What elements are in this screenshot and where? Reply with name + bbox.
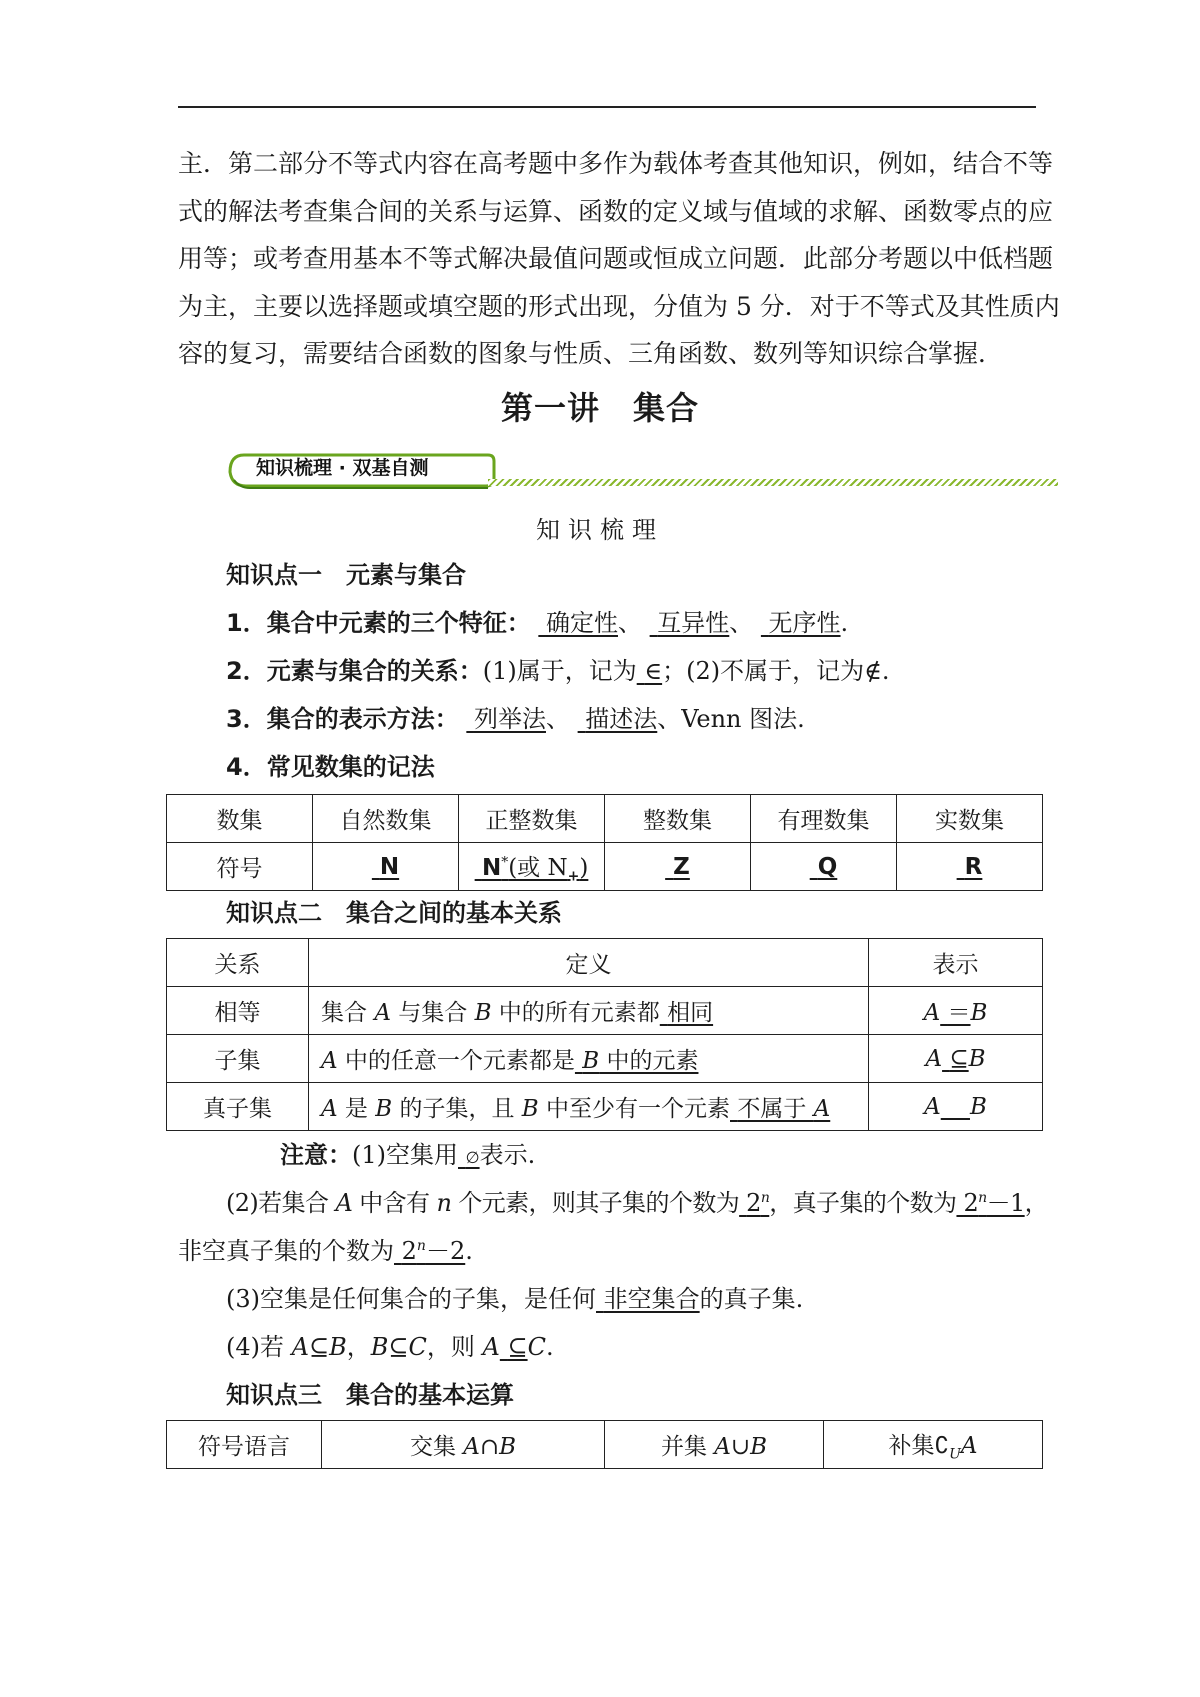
note-3: (3)空集是任何集合的子集，是任何 非空集合的真子集. <box>226 1285 804 1313</box>
intro-line: 主．第二部分不等式内容在高考题中多作为载体考查其他知识，例如，结合不等 <box>178 149 1054 178</box>
intro-line: 为主，主要以选择题或填空题的形式出现，分值为 5 分．对于不等式及其性质内 <box>178 291 1060 321</box>
table-row <box>167 795 1043 843</box>
note-1: 注意：(1)空集用 ∅表示. <box>280 1141 536 1169</box>
table-cell: 符号 <box>167 843 313 891</box>
item-3: 3．集合的表示方法： 列举法、 描述法、Venn 图法. <box>226 705 805 733</box>
table-header: 数集 <box>167 795 313 843</box>
table-cell: 真子集 <box>167 1083 309 1131</box>
table-row <box>167 1421 1043 1469</box>
answer-determinacy: 确定性 <box>545 609 618 637</box>
table-row <box>167 1035 1043 1083</box>
section-banner-label: 知识梳理 · 双基自测 <box>256 457 429 479</box>
lecture-title: 第一讲 集合 <box>500 389 699 427</box>
table-cell: 子集 <box>167 1035 309 1083</box>
number-set-table <box>166 794 1043 891</box>
symbol-real: R <box>964 853 983 880</box>
answer-nonempty-proper-subset-count: $2^n-2$ <box>401 1237 466 1265</box>
table-header: 自然数集 <box>313 795 459 843</box>
answer-description: 描述法 <box>585 705 658 733</box>
set-relation-table <box>166 938 1043 1131</box>
subtitle: 知识梳理 <box>536 516 664 544</box>
answer-empty-set-symbol: ∅ <box>465 1148 480 1167</box>
item-2-prefix: 2．元素与集合的关系： <box>226 657 483 685</box>
table-header: 交集 A∩B <box>322 1421 605 1469</box>
section-heading-2: 知识点二 集合之间的基本关系 <box>226 899 562 927</box>
table-header: 表示 <box>869 939 1043 987</box>
answer-element-of-b: B 中的元素 <box>582 1048 699 1074</box>
answer-unordered: 无序性 <box>768 609 841 637</box>
answer-distinctness: 互异性 <box>657 609 730 637</box>
intro-line: 用等；或考查用基本不等式解决最值问题或恒成立问题．此部分考题以中低档题 <box>178 244 1054 273</box>
table-cell <box>313 843 459 891</box>
table-header: 符号语言 <box>167 1421 322 1469</box>
table-cell: A 中的任意一个元素都是 B 中的元素 <box>309 1035 869 1083</box>
answer-not-in-a: 不属于 A <box>737 1096 831 1122</box>
banner-stripe <box>488 479 1058 486</box>
table-cell: A ＝B <box>869 987 1043 1035</box>
table-row <box>167 1083 1043 1131</box>
answer-in-symbol: ∈ <box>644 657 663 685</box>
table-header: 实数集 <box>897 795 1043 843</box>
symbol-integer: Z <box>673 853 690 880</box>
note-2: (2)若集合 A 中含有 n 个元素，则其子集的个数为 2$^n$，真子集的个数为 $2^n-1$， <box>226 1189 1049 1217</box>
answer-proper-subset-count: $2^n-1$ <box>963 1189 1025 1217</box>
answer-subset-count: 2$^n$ <box>746 1189 770 1217</box>
note-2-continued: 非空真子集的个数为 $2^n-2$. <box>178 1237 473 1265</box>
table-cell <box>897 843 1043 891</box>
symbol-natural: N <box>379 853 400 880</box>
table-cell: 集合 A 与集合 B 中的所有元素都 相同 <box>309 987 869 1035</box>
item-4: 4．常见数集的记法 <box>226 753 435 781</box>
note-4: (4)若 A⊆B，B⊆C，则 A ⊆C. <box>226 1333 554 1361</box>
intro-paragraph <box>178 140 1060 378</box>
table-row <box>167 939 1043 987</box>
table-header: 关系 <box>167 939 309 987</box>
item-2: 2．元素与集合的关系：(1)属于，记为 ∈；(2)不属于，记为∉. <box>226 657 890 685</box>
table-row <box>167 987 1043 1035</box>
table-cell: 相等 <box>167 987 309 1035</box>
table-header: 正整数集 <box>459 795 605 843</box>
table-cell: A B <box>869 1083 1043 1131</box>
table-header: 定义 <box>309 939 869 987</box>
table-header: 整数集 <box>605 795 751 843</box>
table-cell <box>751 843 897 891</box>
table-cell: A ⊆B <box>869 1035 1043 1083</box>
item-1: 1．集合中元素的三个特征： 确定性、 互异性、 无序性. <box>226 609 849 637</box>
answer-nonempty-set: 非空集合 <box>603 1285 700 1313</box>
header-rule <box>178 106 1036 108</box>
table-cell <box>605 843 751 891</box>
table-header: 有理数集 <box>751 795 897 843</box>
section-heading-1: 知识点一 元素与集合 <box>226 561 466 589</box>
table-header: 并集 A∪B <box>605 1421 824 1469</box>
answer-same: 相同 <box>667 1000 714 1026</box>
blank-proper-subset <box>941 1094 970 1120</box>
table-cell: A 是 B 的子集，且 B 中至少有一个元素 不属于 A <box>309 1083 869 1131</box>
answer-roster: 列举法 <box>473 705 546 733</box>
item-1-prefix: 1．集合中元素的三个特征： <box>226 609 531 637</box>
table-row <box>167 843 1043 891</box>
table-header: 补集$∁_UA$ <box>824 1421 1043 1469</box>
symbol-positive-int: N <box>481 854 502 881</box>
answer-transitive-subset: ⊆ <box>507 1333 528 1361</box>
item-3-prefix: 3．集合的表示方法： <box>226 705 459 733</box>
intro-line: 式的解法考查集合间的关系与运算、函数的定义域与值域的求解、函数零点的应 <box>178 196 1054 226</box>
intro-line: 容的复习，需要结合函数的图象与性质、三角函数、数列等知识综合掌握． <box>178 339 1004 368</box>
set-operation-table <box>166 1420 1043 1469</box>
section-heading-3: 知识点三 集合的基本运算 <box>226 1381 514 1409</box>
table-cell: N*(或 $N_+$) <box>459 843 605 891</box>
symbol-rational: Q <box>817 853 838 880</box>
